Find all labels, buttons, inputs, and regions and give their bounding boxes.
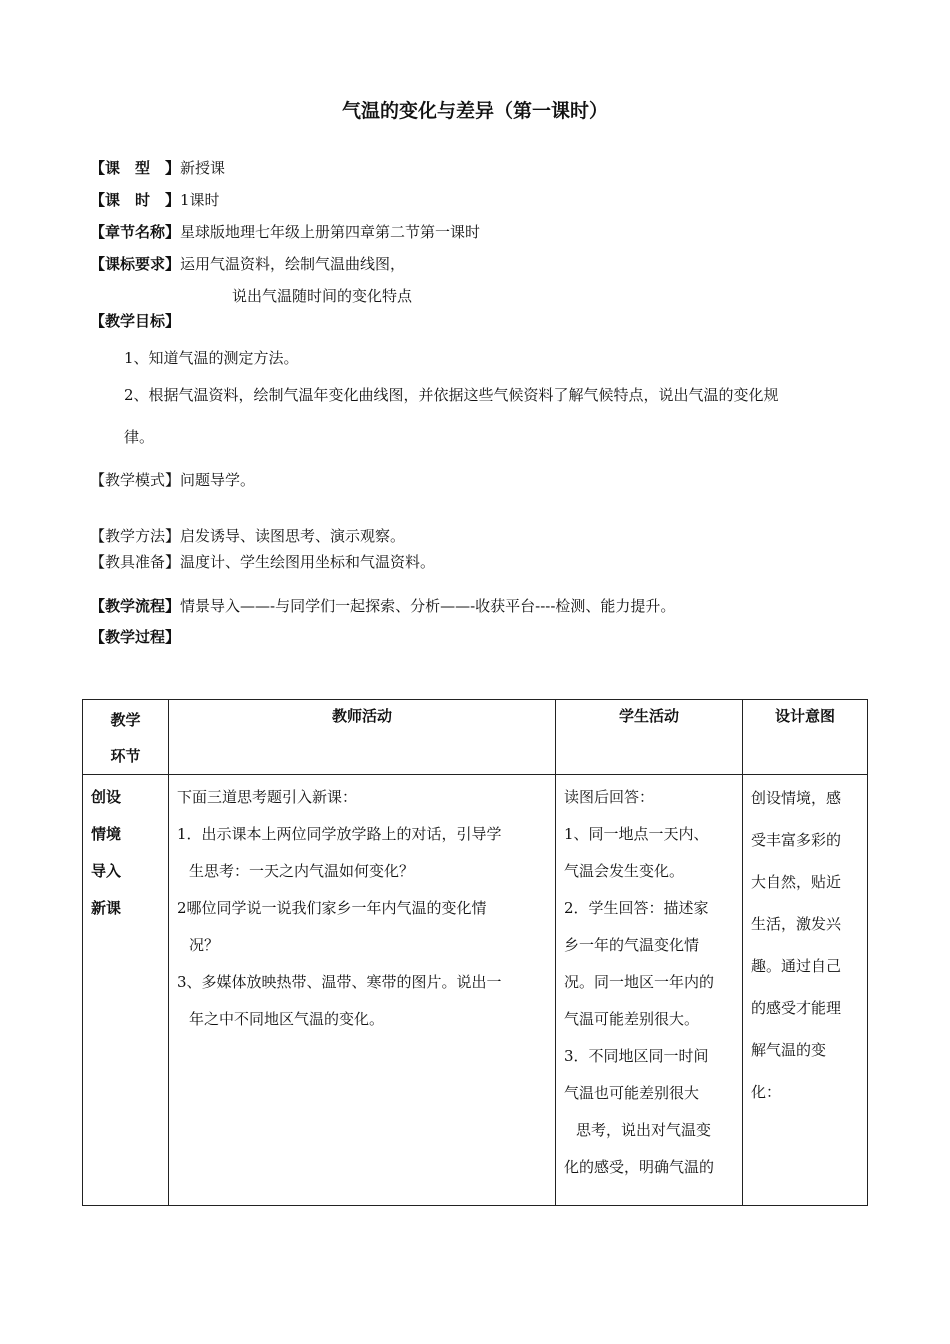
intent-line: 解气温的变 bbox=[751, 1041, 827, 1059]
standard-label: 【课标要求】 bbox=[90, 255, 181, 273]
process-label bbox=[90, 627, 180, 647]
tools-value: 温度计、学生绘图用坐标和气温资料。 bbox=[180, 553, 436, 571]
teacher-activity-cell bbox=[169, 775, 556, 1206]
course-type-label: 【课 型 】 bbox=[90, 159, 181, 177]
student-line: 气温也可能差别很大 bbox=[564, 1084, 700, 1102]
standard-value-2: 说出气温随时间的变化特点 bbox=[232, 287, 413, 305]
course-hours-label: 【课 时 】 bbox=[90, 191, 181, 209]
student-line: 气温可能差别很大。 bbox=[564, 1010, 700, 1028]
header-intent bbox=[743, 700, 868, 775]
flow-value: 情景导入——-与同学们一起探索、分析——-收获平台----检测、能力提升。 bbox=[180, 597, 676, 615]
design-intent-cell bbox=[743, 775, 868, 1206]
table-row bbox=[83, 775, 868, 1206]
stage-line: 导入 bbox=[91, 862, 122, 880]
student-line: 2．学生回答：描述家 bbox=[564, 899, 709, 917]
stage-line: 情境 bbox=[91, 825, 122, 843]
chapter-label: 【章节名称】 bbox=[90, 223, 181, 241]
header-student bbox=[556, 700, 743, 775]
mode-value: 问题导学。 bbox=[180, 471, 256, 489]
chapter-value: 星球版地理七年级上册第四章第二节第一课时 bbox=[180, 223, 481, 241]
mode-label: 【教学模式】 bbox=[90, 471, 181, 489]
course-type-value: 新授课 bbox=[180, 159, 226, 177]
student-line: 1、同一地点一天内、 bbox=[564, 825, 709, 843]
header-student-text: 学生活动 bbox=[618, 707, 679, 725]
teacher-line: 下面三道思考题引入新课： bbox=[177, 788, 358, 806]
teacher-line: 1．出示课本上两位同学放学路上的对话，引导学 bbox=[177, 825, 502, 843]
flow-label: 【教学流程】 bbox=[90, 597, 181, 615]
goals-label-text: 【教学目标】 bbox=[90, 312, 181, 330]
header-stage-line-2: 环节 bbox=[110, 747, 141, 765]
student-line: 况。同一地区一年内的 bbox=[564, 973, 715, 991]
goal-1: 1、知道气温的测定方法。 bbox=[124, 349, 299, 367]
teacher-line: 年之中不同地区气温的变化。 bbox=[189, 1010, 385, 1028]
flow-line bbox=[90, 596, 675, 616]
header-teacher bbox=[169, 700, 556, 775]
goal-2-line-1: 2、根据气温资料，绘制气温年变化曲线图，并依据这些气候资料了解气候特点，说出气温的变化规 bbox=[124, 386, 779, 404]
student-line: 思考，说出对气温变 bbox=[576, 1121, 712, 1139]
intent-line: 的感受才能理 bbox=[751, 999, 842, 1017]
teacher-line: 3、多媒体放映热带、温带、寒带的图片。说出一 bbox=[177, 973, 502, 991]
course-hours-line bbox=[90, 190, 220, 210]
intent-line: 化： bbox=[751, 1083, 782, 1101]
method-value: 启发诱导、读图思考、演示观察。 bbox=[180, 527, 406, 545]
process-label-text: 【教学过程】 bbox=[90, 628, 181, 646]
stage-cell bbox=[83, 775, 169, 1206]
mode-line bbox=[90, 470, 255, 490]
tools-line bbox=[90, 552, 435, 572]
student-line: 读图后回答： bbox=[564, 788, 655, 806]
intent-line: 创设情境，感 bbox=[751, 789, 842, 807]
document-title: 气温的变化与差异（第一课时） bbox=[341, 100, 608, 122]
header-stage-line-1: 教学 bbox=[110, 711, 141, 729]
stage-line: 新课 bbox=[91, 899, 122, 917]
course-hours-value: 1课时 bbox=[180, 191, 220, 209]
goals-label bbox=[90, 311, 180, 331]
standard-value-1: 运用气温资料，绘制气温曲线图， bbox=[180, 255, 406, 273]
intent-line: 生活，激发兴 bbox=[751, 915, 842, 933]
student-line: 气温会发生变化。 bbox=[564, 862, 685, 880]
standard-line bbox=[90, 254, 405, 274]
student-line: 化的感受，明确气温的 bbox=[564, 1158, 715, 1176]
course-type-line bbox=[90, 158, 225, 178]
chapter-line bbox=[90, 222, 480, 242]
student-activity-cell bbox=[556, 775, 743, 1206]
header-stage bbox=[83, 700, 169, 775]
goal-2-line-2: 律。 bbox=[124, 428, 155, 446]
intent-line: 趣。通过自己 bbox=[751, 957, 842, 975]
tools-label: 【教具准备】 bbox=[90, 553, 181, 571]
teacher-line: 2哪位同学说一说我们家乡一年内气温的变化情 bbox=[177, 899, 487, 917]
teacher-line: 况？ bbox=[189, 936, 220, 954]
intent-line: 大自然，贴近 bbox=[751, 873, 842, 891]
lesson-table bbox=[82, 699, 868, 1206]
method-label: 【教学方法】 bbox=[90, 527, 181, 545]
header-teacher-text: 教师活动 bbox=[331, 707, 392, 725]
student-line: 乡一年的气温变化情 bbox=[564, 936, 700, 954]
table-header-row bbox=[83, 700, 868, 775]
teacher-line: 生思考：一天之内气温如何变化？ bbox=[189, 862, 415, 880]
method-line bbox=[90, 526, 405, 546]
student-line: 3．不同地区同一时间 bbox=[564, 1047, 709, 1065]
intent-line: 受丰富多彩的 bbox=[751, 831, 842, 849]
stage-line: 创设 bbox=[91, 788, 122, 806]
header-intent-text: 设计意图 bbox=[774, 707, 835, 725]
